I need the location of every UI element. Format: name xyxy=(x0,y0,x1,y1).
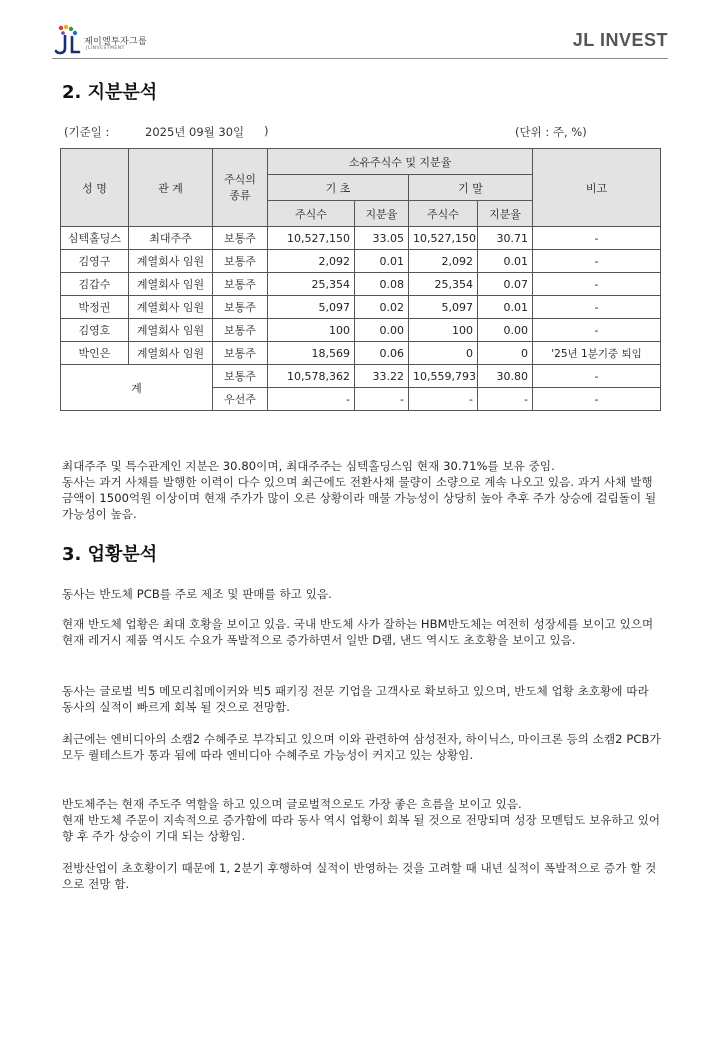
basis-date: 2025년 09월 30일 xyxy=(145,125,245,139)
cell-type: 보통주 xyxy=(213,342,268,365)
shareholding-commentary xyxy=(62,458,662,522)
cell-shares-start: 5,097 xyxy=(268,296,355,319)
cell-shares-end: 2,092 xyxy=(409,250,478,273)
cell-shares-end: 100 xyxy=(409,319,478,342)
cell-shares-start: - xyxy=(268,388,355,411)
cell-ratio-start: 0.06 xyxy=(355,342,409,365)
cell-note: - xyxy=(533,250,661,273)
cell-note: - xyxy=(533,319,661,342)
total-label: 계 xyxy=(61,365,213,411)
section-3-title: 3. 업황분석 xyxy=(62,544,158,565)
brand-name: JL INVEST xyxy=(572,30,668,50)
cell-ratio-start: 0.08 xyxy=(355,273,409,296)
cell-shares-end: 10,559,793 xyxy=(409,365,478,388)
cell-note: - xyxy=(533,365,661,388)
paragraph: 동사는 글로벌 빅5 메모리칩메이커와 빅5 패키징 전문 기업을 고객사로 확보하고 있으며, 반도체 업황 초호황에 따라 동사의 실적이 빠르게 회복 될 것으로 전망함. xyxy=(62,684,649,714)
page-header xyxy=(0,0,720,60)
cell-relation: 계열회사 임원 xyxy=(129,273,213,296)
cell-shares-start: 25,354 xyxy=(268,273,355,296)
cell-note: - xyxy=(533,296,661,319)
cell-relation: 계열회사 임원 xyxy=(129,250,213,273)
header-ratio-start: 지분율 xyxy=(355,201,409,227)
table-row xyxy=(61,227,661,250)
header-ownership: 소유주식수 및 지분율 xyxy=(268,149,533,175)
cell-relation: 계열회사 임원 xyxy=(129,319,213,342)
jl-logo-icon xyxy=(52,24,82,56)
header-shares-start: 주식수 xyxy=(268,201,355,227)
paragraph: 현재 반도체 업황은 최대 호황을 보이고 있음. 국내 반도체 사가 잘하는 HBM반도체는 여전히 성장세를 보이고 있으며 현재 레거시 제품 역시도 수요가 폭발적으로 증가하면서 일반 D램, 낸드 역시도 초호황을 보이고 있음. xyxy=(62,617,654,647)
cell-ratio-end: - xyxy=(478,388,533,411)
cell-shares-end: 5,097 xyxy=(409,296,478,319)
logo-text-english: JLINVESTMENT xyxy=(86,46,125,51)
cell-ratio-start: 0.00 xyxy=(355,319,409,342)
cell-shares-start: 2,092 xyxy=(268,250,355,273)
header-note: 비고 xyxy=(533,149,661,227)
cell-shares-end: 25,354 xyxy=(409,273,478,296)
table-row xyxy=(61,273,661,296)
total-row-common xyxy=(61,365,661,388)
cell-note: '25년 1분기중 퇴임 xyxy=(533,342,661,365)
cell-shares-start: 18,569 xyxy=(268,342,355,365)
paragraph: 최근에는 엔비디아의 소캠2 수혜주로 부각되고 있으며 이와 관련하여 삼성전자, 하이닉스, 마이크론 등의 소캠2 PCB가 모두 퀄테스트가 통과 됨에 따라 엔비디아 수혜주로 가능성이 커지고 있는 상황임. xyxy=(62,732,661,762)
basis-date-label: (기준일 : xyxy=(64,125,110,139)
cell-shares-start: 100 xyxy=(268,319,355,342)
cell-relation: 최대주주 xyxy=(129,227,213,250)
cell-name: 김영구 xyxy=(61,250,129,273)
cell-note: - xyxy=(533,227,661,250)
table-row xyxy=(61,342,661,365)
section-2-title: 2. 지분분석 xyxy=(62,82,158,103)
cell-name: 김갑수 xyxy=(61,273,129,296)
cell-note: - xyxy=(533,273,661,296)
cell-type: 보통주 xyxy=(213,365,268,388)
header-divider xyxy=(52,58,668,59)
cell-relation: 계열회사 임원 xyxy=(129,342,213,365)
cell-shares-start: 10,578,362 xyxy=(268,365,355,388)
cell-relation: 계열회사 임원 xyxy=(129,296,213,319)
basis-date-close: ) xyxy=(264,124,269,138)
header-ratio-end: 지분율 xyxy=(478,201,533,227)
cell-shares-end: 0 xyxy=(409,342,478,365)
paragraph: 최대주주 및 특수관계인 지분은 30.80이며, 최대주주는 심텍홀딩스임 현재 30.71%를 보유 중임. xyxy=(62,459,555,473)
cell-type: 우선주 xyxy=(213,388,268,411)
cell-type: 보통주 xyxy=(213,296,268,319)
header-name: 성 명 xyxy=(61,149,129,227)
header-start: 기 초 xyxy=(268,175,409,201)
industry-paragraph-5 xyxy=(62,796,662,844)
cell-name: 박정권 xyxy=(61,296,129,319)
cell-ratio-end: 30.80 xyxy=(478,365,533,388)
cell-type: 보통주 xyxy=(213,273,268,296)
paragraph: 현재 반도체 주문이 지속적으로 증가함에 따라 동사 역시 업황이 회복 될 것으로 전망되며 성장 모멘텀도 보유하고 있어 향 후 주가 상승이 기대 되는 상황임. xyxy=(62,813,661,843)
cell-name: 심텍홀딩스 xyxy=(61,227,129,250)
cell-name: 김영호 xyxy=(61,319,129,342)
industry-paragraph-2 xyxy=(62,616,662,648)
cell-type: 보통주 xyxy=(213,319,268,342)
cell-ratio-end: 0.01 xyxy=(478,250,533,273)
industry-paragraph-6 xyxy=(62,860,662,892)
logo-text-korean: 제이엘투자그룹 xyxy=(84,37,147,47)
header-shares-end: 주식수 xyxy=(409,201,478,227)
cell-ratio-end: 0.07 xyxy=(478,273,533,296)
paragraph: 동사는 반도체 PCB를 주로 제조 및 판매를 하고 있음. xyxy=(62,587,332,601)
industry-paragraph-3 xyxy=(62,683,662,715)
header-end: 기 말 xyxy=(409,175,533,201)
cell-ratio-end: 0 xyxy=(478,342,533,365)
paragraph: 동사는 과거 사채를 발행한 이력이 다수 있으며 최근에도 전환사채 물량이 소량으로 계속 나오고 있음. 과거 사채 발행 금액이 1500억원 이상이며 현재 주가가 많이 오른 상황이라 매물 가능성이 상당히 높아 추후 주가 상승에 걸림돌이 될 가능성이 높음. xyxy=(62,475,657,521)
table-row xyxy=(61,250,661,273)
cell-type: 보통주 xyxy=(213,227,268,250)
unit-label: (단위 : 주, %) xyxy=(515,125,587,139)
cell-type: 보통주 xyxy=(213,250,268,273)
cell-shares-end: 10,527,150 xyxy=(409,227,478,250)
cell-shares-end: - xyxy=(409,388,478,411)
cell-ratio-start: 0.02 xyxy=(355,296,409,319)
cell-note: - xyxy=(533,388,661,411)
company-logo xyxy=(52,24,162,56)
cell-ratio-start: 0.01 xyxy=(355,250,409,273)
shareholding-table xyxy=(60,148,661,411)
cell-ratio-start: - xyxy=(355,388,409,411)
cell-shares-start: 10,527,150 xyxy=(268,227,355,250)
industry-paragraph-4 xyxy=(62,731,662,763)
cell-ratio-start: 33.05 xyxy=(355,227,409,250)
paragraph: 반도체주는 현재 주도주 역할을 하고 있으며 글로벌적으로도 가장 좋은 흐름을 보이고 있음. xyxy=(62,797,522,811)
header-stock-type: 주식의 종류 xyxy=(213,149,268,227)
table-row xyxy=(61,319,661,342)
cell-ratio-start: 33.22 xyxy=(355,365,409,388)
cell-ratio-end: 30.71 xyxy=(478,227,533,250)
header-relation: 관 계 xyxy=(129,149,213,227)
cell-name: 박인은 xyxy=(61,342,129,365)
paragraph: 전방산업이 초호황이기 때문에 1, 2분기 후행하여 실적이 반영하는 것을 고려할 때 내년 실적이 폭발적으로 증가 할 것으로 전망 함. xyxy=(62,861,657,891)
table-row xyxy=(61,296,661,319)
cell-ratio-end: 0.01 xyxy=(478,296,533,319)
cell-ratio-end: 0.00 xyxy=(478,319,533,342)
industry-paragraph-1 xyxy=(62,586,662,602)
